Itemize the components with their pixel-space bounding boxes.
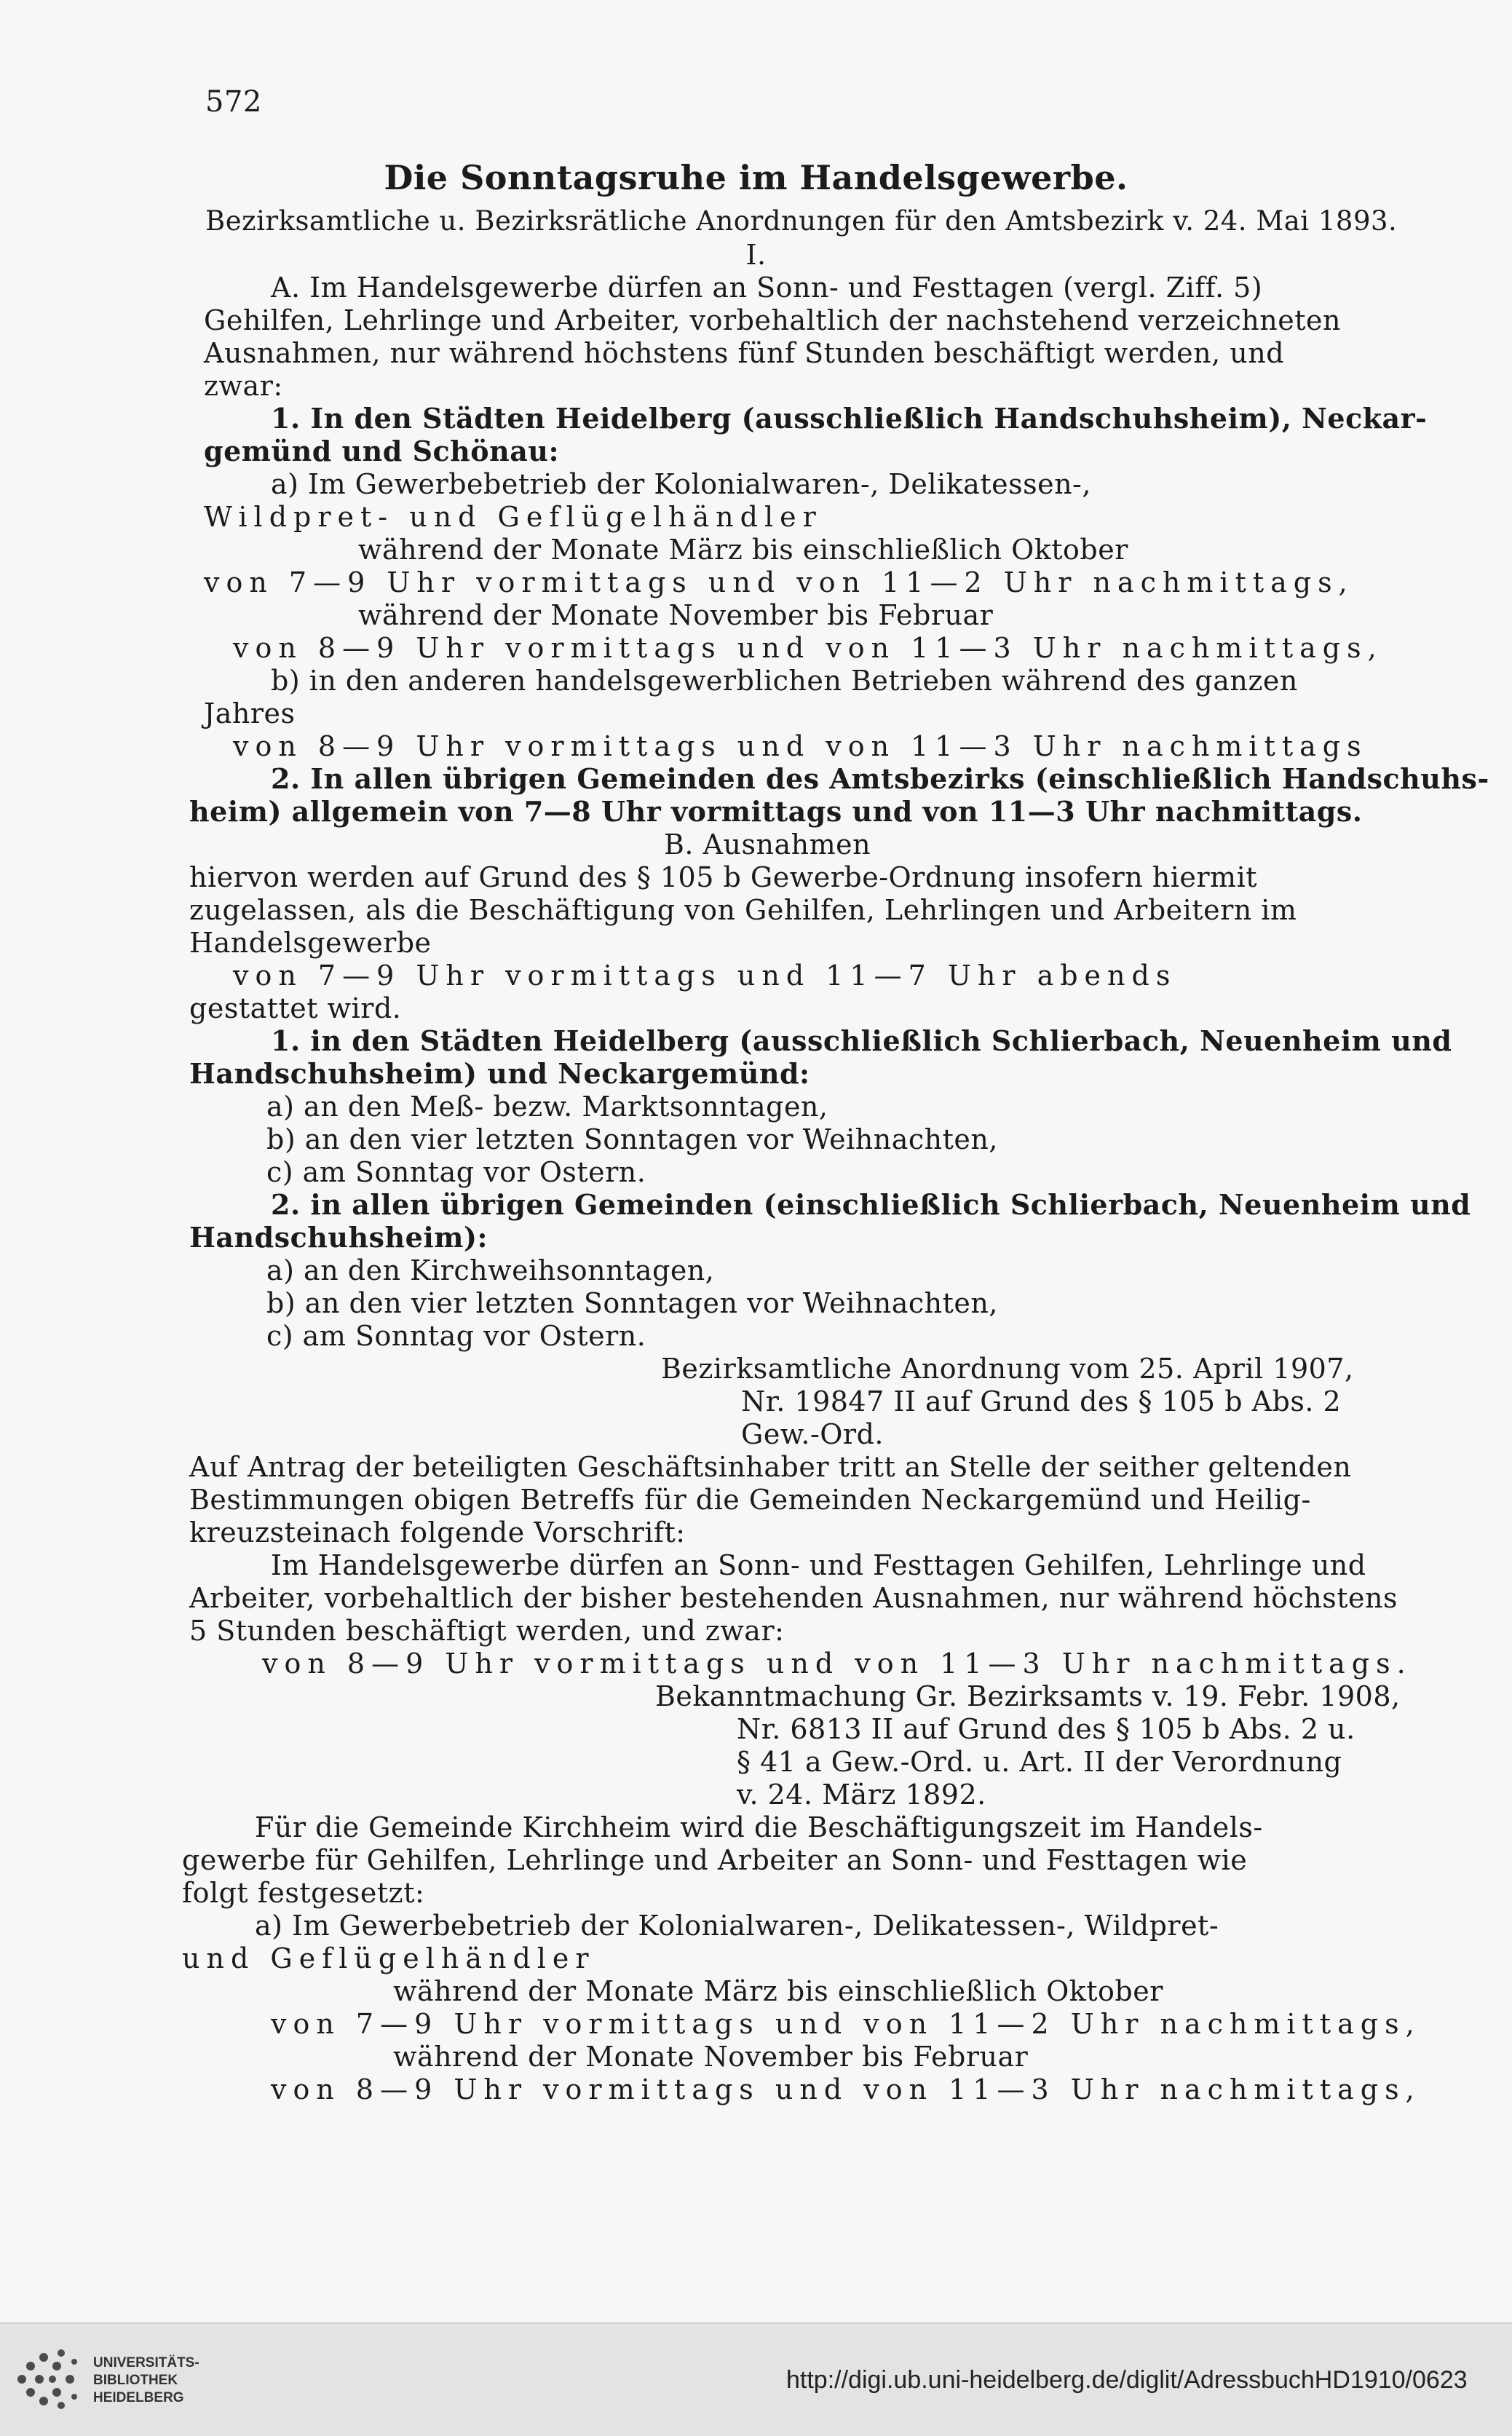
library-name-line: UNIVERSITÄTS-	[93, 2355, 199, 2370]
text-line: v. 24. März 1892.	[737, 1779, 986, 1811]
text-line: a) an den Kirchweihsonntagen,	[266, 1254, 715, 1286]
text-line: während der Monate November bis Februar	[393, 2041, 1029, 2073]
text-line: Jahres	[204, 697, 296, 729]
text-line: gestattet wird.	[189, 992, 402, 1024]
text-line: b) an den vier letzten Sonntagen vor Weihnachten,	[266, 1287, 998, 1319]
text-line: Wildpret- und Geflügelhändler	[204, 501, 823, 533]
text-line: Handschuhsheim):	[189, 1221, 488, 1254]
text-line: von 8—9 Uhr vormittags und von 11—3 Uhr nachmittags,	[233, 632, 1383, 664]
text-line: während der Monate November bis Februar	[358, 599, 994, 631]
text-line: a) Im Gewerbebetrieb der Kolonialwaren-, Delikatessen-,	[271, 468, 1091, 500]
text-line: b) in den anderen handelsgewerblichen Betrieben während des ganzen	[271, 665, 1298, 697]
text-line: Bezirksamtliche Anordnung vom 25. April 1907,	[661, 1353, 1354, 1385]
text-line: folgt festgesetzt:	[182, 1877, 425, 1909]
text-line: c) am Sonntag vor Ostern.	[266, 1320, 646, 1352]
text-line: während der Monate März bis einschließlich Oktober	[358, 534, 1128, 566]
text-line: von 7—9 Uhr vormittags und von 11—2 Uhr nachmittags,	[271, 2008, 1421, 2040]
page-number: 572	[205, 85, 262, 119]
text-line: Gew.-Ord.	[741, 1418, 884, 1450]
text-line: 1. In den Städten Heidelberg (ausschließlich Handschuhsheim), Neckar-	[271, 402, 1428, 435]
text-line: a) an den Meß- bezw. Marktsonntagen,	[266, 1091, 828, 1123]
viewer-footer	[0, 2322, 1512, 2436]
text-line: I.	[745, 239, 767, 271]
subtitle: Bezirksamtliche u. Bezirksrätliche Anordnungen für den Amtsbezirk v. 24. Mai 1893.	[205, 205, 1398, 237]
text-line: Für die Gemeinde Kirchheim wird die Beschäftigungszeit im Handels-	[255, 1811, 1263, 1843]
text-line: gewerbe für Gehilfen, Lehrlinge und Arbeiter an Sonn- und Festtagen wie	[182, 1844, 1248, 1876]
text-line: von 8—9 Uhr vormittags und von 11—3 Uhr nachmittags.	[262, 1648, 1412, 1680]
text-line: von 7—9 Uhr vormittags und 11—7 Uhr abends	[233, 960, 1177, 992]
text-line: c) am Sonntag vor Ostern.	[266, 1156, 646, 1188]
text-line: von 8—9 Uhr vormittags und von 11—3 Uhr nachmittags	[233, 730, 1368, 762]
text-line: Handelsgewerbe	[189, 927, 432, 959]
university-library-logo-icon	[13, 2344, 83, 2414]
text-line: während der Monate März bis einschließlich Oktober	[393, 1975, 1163, 2007]
text-line: Ausnahmen, nur während höchstens fünf Stunden beschäftigt werden, und	[204, 337, 1285, 369]
text-line: 1. in den Städten Heidelberg (ausschließlich Schlierbach, Neuenheim und	[271, 1024, 1452, 1057]
text-line: und Geflügelhändler	[182, 1942, 595, 1974]
text-line: kreuzsteinach folgende Vorschrift:	[189, 1516, 686, 1549]
text-line: b) an den vier letzten Sonntagen vor Weihnachten,	[266, 1123, 998, 1155]
text-line: A. Im Handelsgewerbe dürfen an Sonn- und Festtagen (vergl. Ziff. 5)	[271, 272, 1263, 304]
text-line: Im Handelsgewerbe dürfen an Sonn- und Festtagen Gehilfen, Lehrlinge und	[271, 1549, 1366, 1581]
text-line: Bekanntmachung Gr. Bezirksamts v. 19. Febr. 1908,	[655, 1680, 1401, 1712]
text-line: Handschuhsheim) und Neckargemünd:	[189, 1057, 810, 1090]
library-name-line: HEIDELBERG	[93, 2390, 184, 2405]
library-name	[93, 2354, 199, 2407]
text-line: Auf Antrag der beteiligten Geschäftsinhaber tritt an Stelle der seither geltenden	[189, 1451, 1352, 1483]
text-line: § 41 a Gew.-Ord. u. Art. II der Verordnung	[737, 1746, 1342, 1778]
text-line: a) Im Gewerbebetrieb der Kolonialwaren-, Delikatessen-, Wildpret-	[255, 1910, 1219, 1942]
text-line: 5 Stunden beschäftigt werden, und zwar:	[189, 1615, 785, 1647]
text-line: von 8—9 Uhr vormittags und von 11—3 Uhr nachmittags,	[271, 2073, 1421, 2105]
text-line: Bestimmungen obigen Betreffs für die Gemeinden Neckargemünd und Heilig-	[189, 1484, 1311, 1516]
text-line: gemünd und Schönau:	[204, 435, 560, 467]
text-line: heim) allgemein von 7—8 Uhr vormittags und von 11—3 Uhr nachmittags.	[189, 795, 1363, 828]
text-line: von 7—9 Uhr vormittags und von 11—2 Uhr nachmittags,	[204, 566, 1354, 598]
page-title: Die Sonntagsruhe im Handelsgewerbe.	[384, 158, 1128, 197]
text-line: Arbeiter, vorbehaltlich der bisher bestehenden Ausnahmen, nur während höchstens	[189, 1582, 1398, 1614]
source-url-link[interactable]: http://digi.ub.uni-heidelberg.de/diglit/AdressbuchHD1910/0623	[786, 2366, 1468, 2394]
text-line: Nr. 6813 II auf Grund des § 105 b Abs. 2 u.	[737, 1713, 1355, 1745]
text-line: B. Ausnahmen	[664, 829, 871, 861]
text-line: 2. In allen übrigen Gemeinden des Amtsbezirks (einschließlich Handschuhs-	[271, 762, 1489, 795]
text-line: Gehilfen, Lehrlinge und Arbeiter, vorbehaltlich der nachstehend verzeichneten	[204, 304, 1341, 336]
text-line: zwar:	[204, 370, 283, 402]
text-line: zugelassen, als die Beschäftigung von Gehilfen, Lehrlingen und Arbeitern im	[189, 894, 1297, 926]
text-line: Nr. 19847 II auf Grund des § 105 b Abs. 2	[741, 1385, 1342, 1417]
library-name-line: BIBLIOTHEK	[93, 2373, 178, 2388]
text-line: hiervon werden auf Grund des § 105 b Gewerbe-Ordnung insofern hiermit	[189, 861, 1258, 893]
text-line: 2. in allen übrigen Gemeinden (einschließlich Schlierbach, Neuenheim und	[271, 1188, 1471, 1221]
